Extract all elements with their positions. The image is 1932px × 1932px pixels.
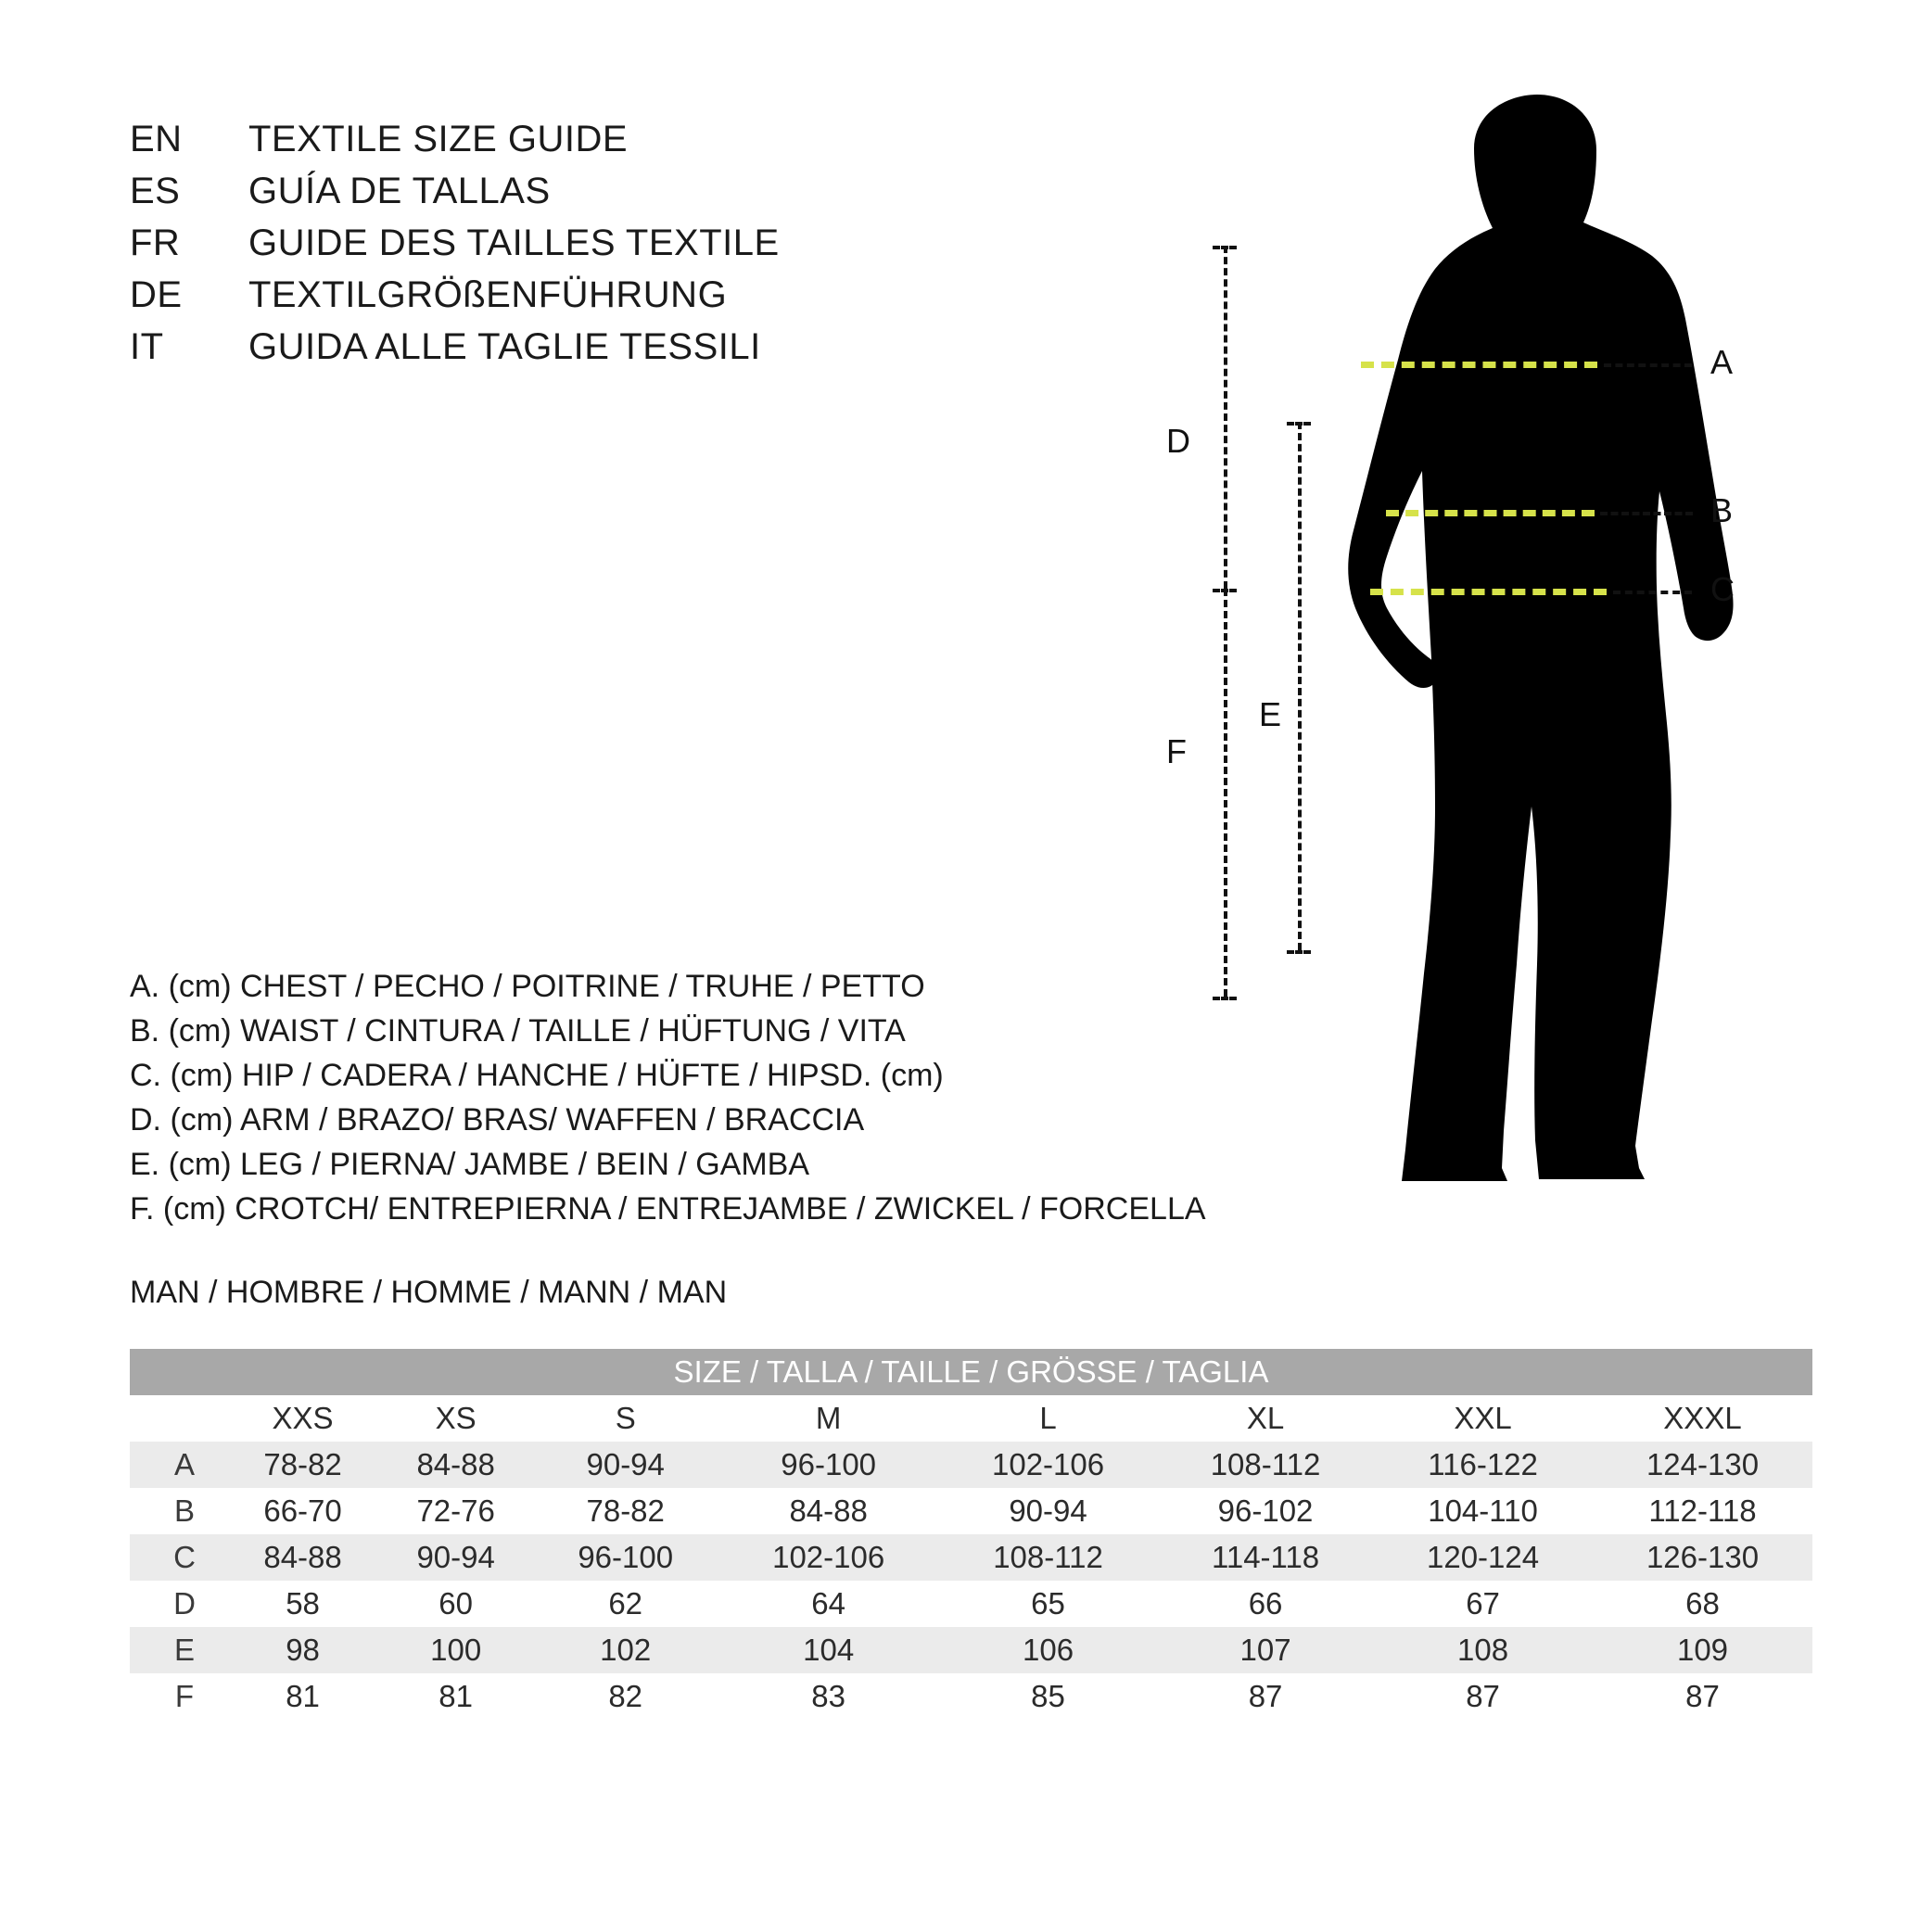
cell-d-xxxl: 68	[1593, 1581, 1812, 1627]
cell-c-s: 96-100	[532, 1534, 718, 1581]
cell-b-m: 84-88	[718, 1488, 938, 1534]
size-header-s: S	[532, 1395, 718, 1442]
cell-a-m: 96-100	[718, 1442, 938, 1488]
title-block	[130, 119, 780, 378]
row-key-a: A	[130, 1442, 226, 1488]
row-key-c: C	[130, 1534, 226, 1581]
cell-b-xxxl: 112-118	[1593, 1488, 1812, 1534]
arm-dimension-rail	[1224, 246, 1227, 589]
crotch-dimension-rail	[1224, 589, 1227, 997]
title-row	[130, 171, 780, 222]
cell-f-l: 85	[938, 1673, 1158, 1720]
chest-measure-line	[1361, 362, 1597, 368]
table-header-row	[130, 1395, 1812, 1442]
cell-e-xxxl: 109	[1593, 1627, 1812, 1673]
cell-d-s: 62	[532, 1581, 718, 1627]
title-text-fr: GUIDE DES TAILLES TEXTILE	[248, 222, 780, 263]
hip-measure-line	[1370, 589, 1607, 595]
cell-b-s: 78-82	[532, 1488, 718, 1534]
cell-a-xxl: 116-122	[1373, 1442, 1593, 1488]
legend-item-a: A. (cm) CHEST / PECHO / POITRINE / TRUHE / PETTO	[130, 969, 925, 1004]
cell-c-l: 108-112	[938, 1534, 1158, 1581]
size-table	[130, 1349, 1812, 1720]
cell-f-s: 82	[532, 1673, 718, 1720]
title-text-it: GUIDA ALLE TAGLIE TESSILI	[248, 326, 761, 367]
cell-b-xl: 96-102	[1158, 1488, 1373, 1534]
waist-measure-line	[1386, 510, 1595, 516]
title-text-de: TEXTILGRÖßENFÜHRUNG	[248, 274, 728, 315]
cell-b-xxl: 104-110	[1373, 1488, 1593, 1534]
title-row	[130, 222, 780, 274]
label-c: C	[1710, 570, 1735, 608]
leg-rail-tick-top	[1287, 422, 1311, 426]
title-lang-it: IT	[130, 326, 164, 367]
cell-e-xxl: 108	[1373, 1627, 1593, 1673]
legend-item-b: B. (cm) WAIST / CINTURA / TAILLE / HÜFTUNG / VITA	[130, 1013, 906, 1049]
cell-c-xl: 114-118	[1158, 1534, 1373, 1581]
cell-a-xs: 84-88	[379, 1442, 532, 1488]
arm-rail-tick-top	[1213, 246, 1237, 249]
cell-c-xs: 90-94	[379, 1534, 532, 1581]
cell-f-xxl: 87	[1373, 1673, 1593, 1720]
cell-d-l: 65	[938, 1581, 1158, 1627]
cell-d-xxs: 58	[226, 1581, 379, 1627]
hip-leader-line	[1613, 591, 1692, 594]
table-band-row	[130, 1349, 1812, 1395]
title-lang-en: EN	[130, 119, 183, 159]
header-corner-cell	[130, 1395, 226, 1442]
cell-c-m: 102-106	[718, 1534, 938, 1581]
size-table-wrapper	[130, 1349, 1812, 1720]
table-row	[130, 1534, 1812, 1581]
title-lang-fr: FR	[130, 222, 181, 263]
size-header-xxs: XXS	[226, 1395, 379, 1442]
cell-b-l: 90-94	[938, 1488, 1158, 1534]
cell-e-s: 102	[532, 1627, 718, 1673]
cell-a-xl: 108-112	[1158, 1442, 1373, 1488]
cell-b-xxs: 66-70	[226, 1488, 379, 1534]
label-e: E	[1259, 695, 1282, 733]
leg-dimension-rail	[1298, 422, 1302, 950]
cell-e-m: 104	[718, 1627, 938, 1673]
cell-c-xxl: 120-124	[1373, 1534, 1593, 1581]
male-silhouette-icon	[1326, 93, 1771, 1196]
cell-c-xxxl: 126-130	[1593, 1534, 1812, 1581]
body-measurement-diagram	[1020, 93, 1854, 1205]
title-row	[130, 326, 780, 378]
cell-f-m: 83	[718, 1673, 938, 1720]
table-row	[130, 1442, 1812, 1488]
table-row	[130, 1581, 1812, 1627]
cell-d-xs: 60	[379, 1581, 532, 1627]
legend-item-f: F. (cm) CROTCH/ ENTREPIERNA / ENTREJAMBE / ZWICKEL / FORCELLA	[130, 1191, 1206, 1227]
cell-d-xl: 66	[1158, 1581, 1373, 1627]
title-row	[130, 274, 780, 326]
cell-a-xxxl: 124-130	[1593, 1442, 1812, 1488]
size-header-xl: XL	[1158, 1395, 1373, 1442]
cell-f-xl: 87	[1158, 1673, 1373, 1720]
size-header-m: M	[718, 1395, 938, 1442]
leg-rail-tick-bottom	[1287, 950, 1311, 954]
table-row	[130, 1673, 1812, 1720]
cell-d-m: 64	[718, 1581, 938, 1627]
cell-b-xs: 72-76	[379, 1488, 532, 1534]
row-key-b: B	[130, 1488, 226, 1534]
cell-e-xxs: 98	[226, 1627, 379, 1673]
row-key-d: D	[130, 1581, 226, 1627]
size-header-xs: XS	[379, 1395, 532, 1442]
crotch-rail-tick-bottom	[1213, 997, 1237, 1000]
cell-f-xs: 81	[379, 1673, 532, 1720]
cell-a-xxs: 78-82	[226, 1442, 379, 1488]
cell-c-xxs: 84-88	[226, 1534, 379, 1581]
title-row	[130, 119, 780, 171]
cell-f-xxs: 81	[226, 1673, 379, 1720]
cell-d-xxl: 67	[1373, 1581, 1593, 1627]
title-lang-es: ES	[130, 171, 181, 211]
legend-item-d: D. (cm) ARM / BRAZO/ BRAS/ WAFFEN / BRACCIA	[130, 1102, 865, 1138]
size-header-xxl: XXL	[1373, 1395, 1593, 1442]
label-d: D	[1166, 422, 1190, 460]
size-band-label: SIZE / TALLA / TAILLE / GRÖSSE / TAGLIA	[130, 1349, 1812, 1395]
label-f: F	[1166, 732, 1187, 770]
title-lang-de: DE	[130, 274, 183, 315]
table-row	[130, 1627, 1812, 1673]
legend-item-c: C. (cm) HIP / CADERA / HANCHE / HÜFTE / HIPSD. (cm)	[130, 1058, 944, 1093]
chest-leader-line	[1604, 363, 1692, 367]
cell-e-l: 106	[938, 1627, 1158, 1673]
cell-e-xl: 107	[1158, 1627, 1373, 1673]
cell-a-l: 102-106	[938, 1442, 1158, 1488]
legend-item-e: E. (cm) LEG / PIERNA/ JAMBE / BEIN / GAMBA	[130, 1147, 810, 1182]
label-b: B	[1710, 491, 1734, 529]
size-header-l: L	[938, 1395, 1158, 1442]
row-key-e: E	[130, 1627, 226, 1673]
cell-a-s: 90-94	[532, 1442, 718, 1488]
gender-label: MAN / HOMBRE / HOMME / MANN / MAN	[130, 1275, 728, 1310]
waist-leader-line	[1600, 512, 1693, 515]
size-header-xxxl: XXXL	[1593, 1395, 1812, 1442]
row-key-f: F	[130, 1673, 226, 1720]
cell-e-xs: 100	[379, 1627, 532, 1673]
label-a: A	[1710, 343, 1734, 381]
title-text-en: TEXTILE SIZE GUIDE	[248, 119, 629, 159]
table-row	[130, 1488, 1812, 1534]
cell-f-xxxl: 87	[1593, 1673, 1812, 1720]
title-text-es: GUÍA DE TALLAS	[248, 171, 551, 211]
